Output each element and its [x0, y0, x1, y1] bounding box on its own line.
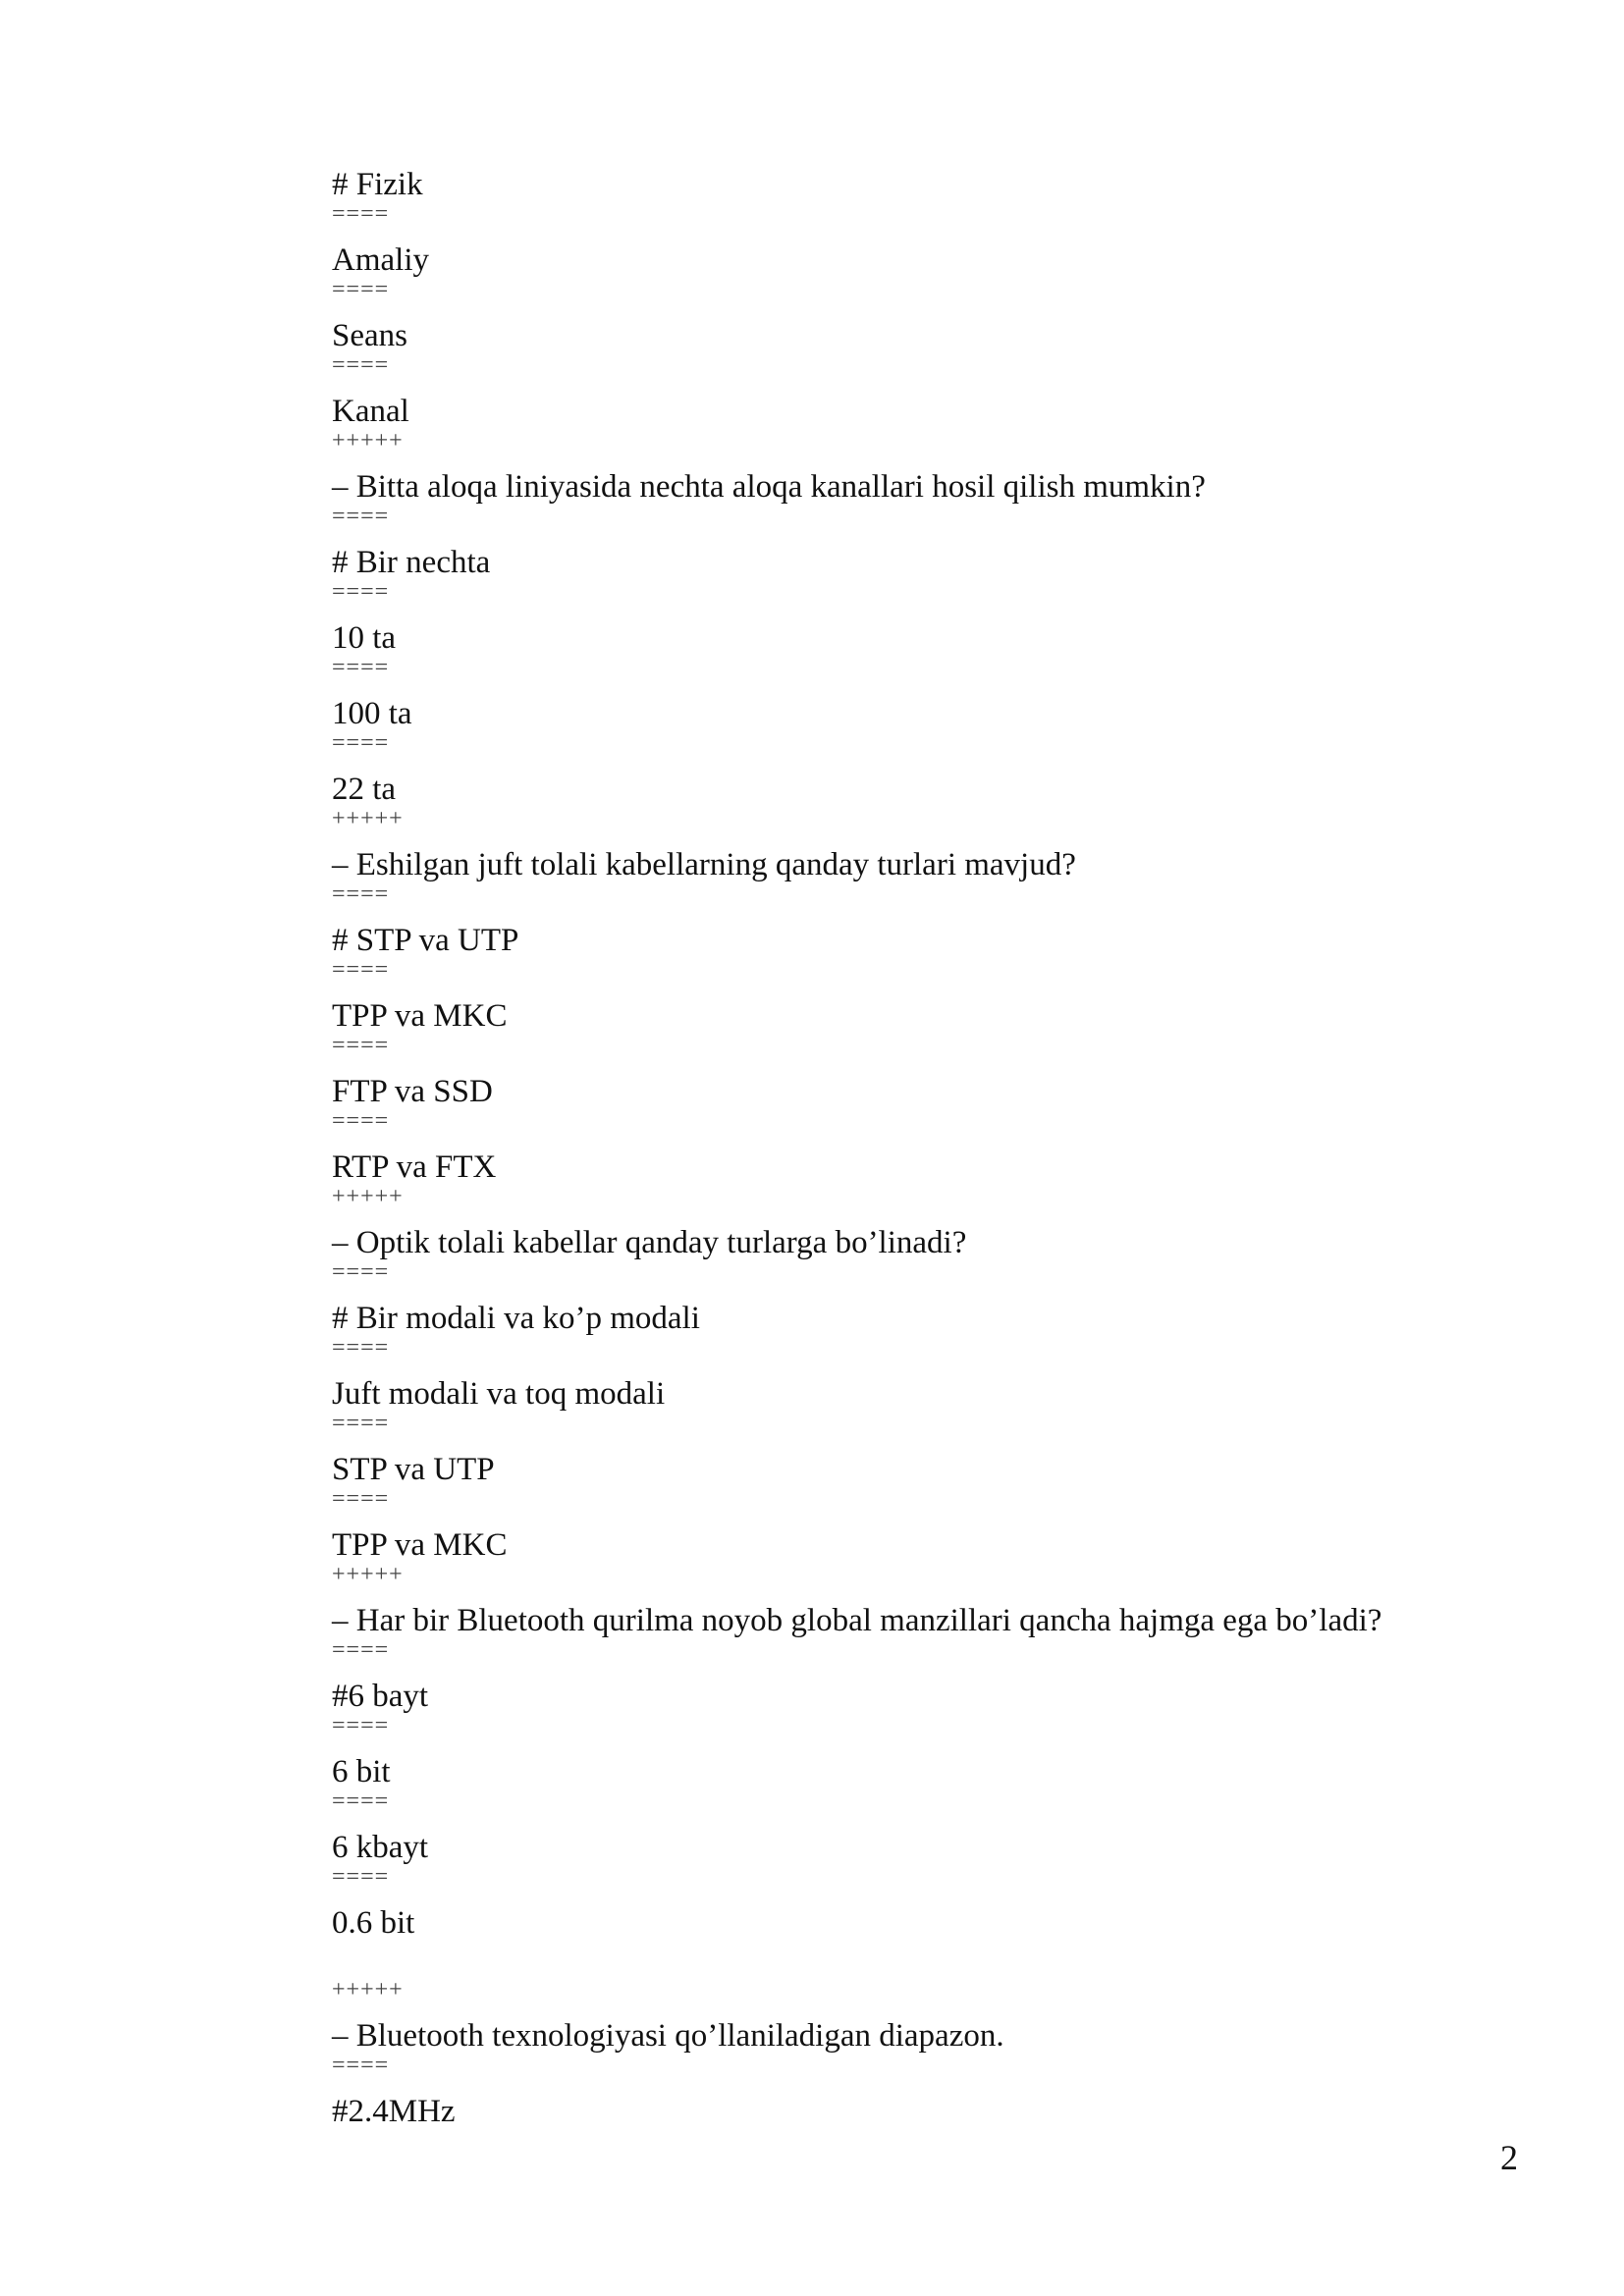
question-text: – Bluetooth texnologiyasi qo’llaniladigan diapazon.: [332, 2018, 1004, 2054]
answer-option: STP va UTP: [332, 1452, 495, 1487]
answer-option: FTP va SSD: [332, 1074, 493, 1109]
answer-option: 22 ta: [332, 772, 397, 807]
question-separator: +++++: [332, 806, 404, 831]
answer-option: 0.6 bit: [332, 1905, 415, 1941]
answer-option: # Fizik: [332, 167, 423, 202]
question-separator: +++++: [332, 1977, 404, 2002]
option-separator: ====: [332, 881, 390, 907]
option-separator: ====: [332, 1637, 390, 1663]
option-separator: ====: [332, 1486, 390, 1512]
option-separator: ====: [332, 1335, 390, 1361]
option-separator: ====: [332, 504, 390, 529]
answer-option: # Bir nechta: [332, 545, 491, 580]
question-separator: +++++: [332, 1562, 404, 1587]
question-text: – Eshilgan juft tolali kabellarning qanday turlari mavjud?: [332, 847, 1076, 882]
answer-option: #6 bayt: [332, 1679, 429, 1714]
answer-option: 6 bit: [332, 1754, 391, 1789]
answer-option: TPP va MKC: [332, 1527, 508, 1563]
question-text: – Bitta aloqa liniyasida nechta aloqa kanallari hosil qilish mumkin?: [332, 469, 1206, 505]
answer-option: Seans: [332, 318, 407, 353]
answer-option: 10 ta: [332, 620, 397, 656]
option-separator: ====: [332, 730, 390, 756]
page-number: 2: [1500, 2138, 1518, 2177]
option-separator: ====: [332, 1411, 390, 1436]
option-separator: ====: [332, 655, 390, 680]
option-separator: ====: [332, 957, 390, 983]
document-body: [332, 147, 1510, 2150]
answer-option: Juft modali va toq modali: [332, 1376, 666, 1412]
answer-option: Amaliy: [332, 242, 429, 278]
answer-option: 100 ta: [332, 696, 412, 731]
answer-option: RTP va FTX: [332, 1149, 497, 1185]
option-separator: ====: [332, 579, 390, 605]
option-separator: ====: [332, 1713, 390, 1738]
option-separator: ====: [332, 1033, 390, 1058]
answer-option: # STP va UTP: [332, 923, 519, 958]
option-separator: ====: [332, 277, 390, 302]
answer-option: #2.4MHz: [332, 2094, 456, 2129]
option-separator: ====: [332, 1864, 390, 1890]
question-text: – Har bir Bluetooth qurilma noyob global manzillari qancha hajmga ega bo’ladi?: [332, 1603, 1382, 1638]
option-separator: ====: [332, 201, 390, 227]
option-separator: ====: [332, 2053, 390, 2078]
answer-option: Kanal: [332, 394, 409, 429]
question-separator: +++++: [332, 428, 404, 454]
option-separator: ====: [332, 1789, 390, 1814]
option-separator: ====: [332, 352, 390, 378]
answer-option: TPP va MKC: [332, 998, 508, 1034]
answer-option: # Bir modali va ko’p modali: [332, 1301, 700, 1336]
answer-option: 6 kbayt: [332, 1830, 429, 1865]
question-separator: +++++: [332, 1184, 404, 1209]
option-separator: ====: [332, 1259, 390, 1285]
option-separator: ====: [332, 1108, 390, 1134]
question-text: – Optik tolali kabellar qanday turlarga bo’linadi?: [332, 1225, 967, 1260]
